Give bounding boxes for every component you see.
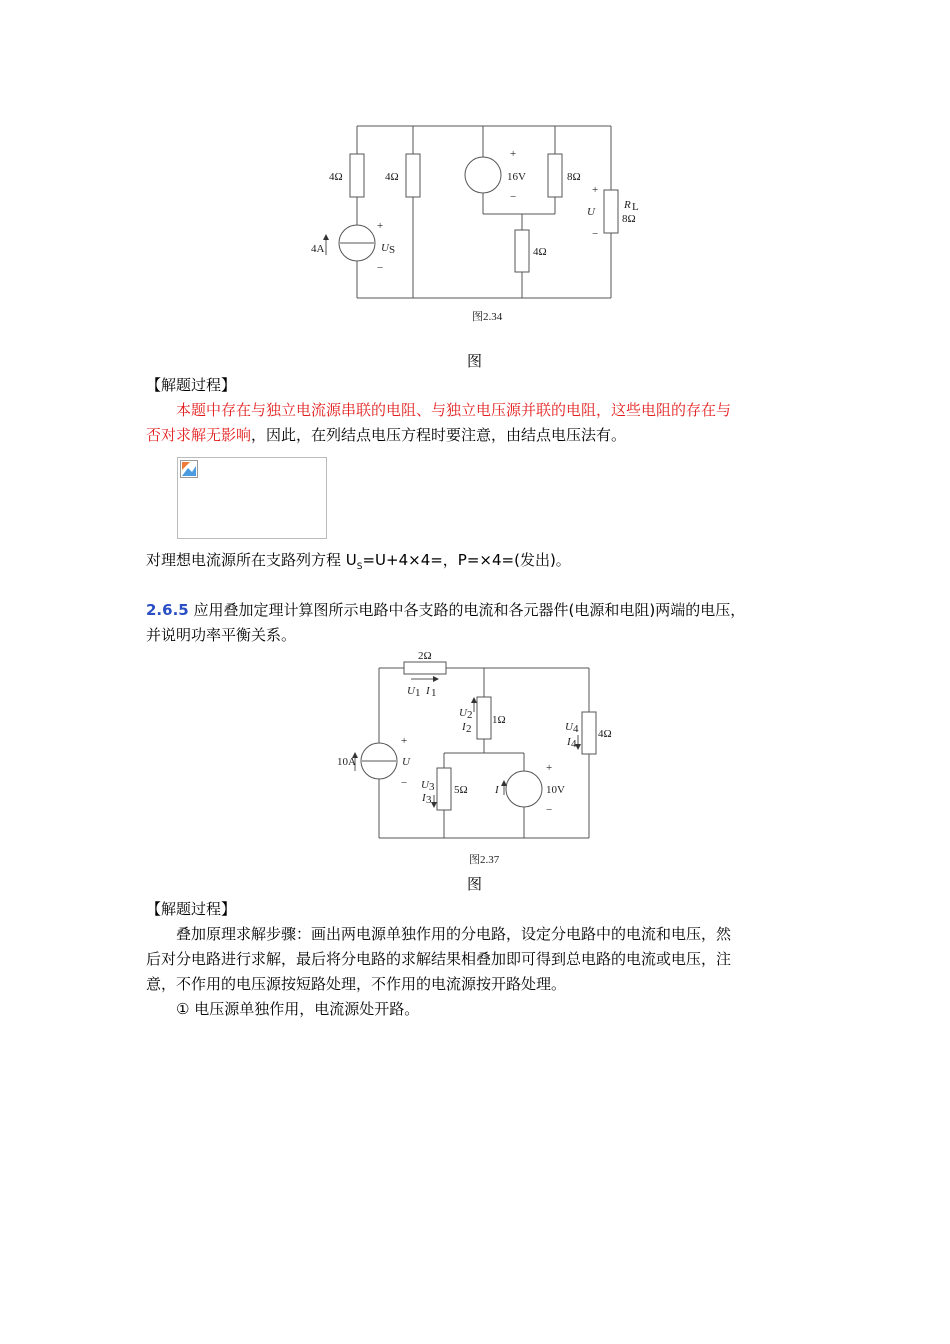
fig1-u-plus: +: [592, 184, 599, 196]
solution2-line-1: 叠加原理求解步骤：画出两电源单独作用的分电路，设定分电路中的电流和电压，然: [176, 925, 732, 943]
fig2-cs-label: 10A: [337, 756, 356, 768]
solution-red-line-1: 本题中存在与独立电流源串联的电阻、与独立电压源并联的电阻，这些电阻的存在与: [176, 401, 732, 419]
solution-line-2: [146, 423, 626, 448]
solution-line-2-rest: ，因此，在列结点电压方程时要注意，由结点电压法有。: [251, 426, 627, 444]
fig1-us-plus: +: [377, 220, 384, 232]
fig1-r1-label: 4Ω: [329, 171, 343, 183]
fig2-caption: 图2.37: [469, 854, 500, 866]
fig2-vs-plus: +: [546, 762, 553, 774]
fig1-us-label: U: [381, 242, 389, 254]
fig1-r2-label: 4Ω: [385, 171, 399, 183]
fig1-r4-label: 4Ω: [533, 246, 547, 258]
circuit-diagram-2-34: [300, 115, 640, 323]
fig1-vs-minus: −: [510, 191, 517, 203]
fig1-u-minus: −: [592, 228, 599, 240]
fig2-u-minus: −: [401, 777, 408, 789]
fig2-vs-minus: −: [546, 804, 553, 816]
fig2-u4-sub: 4: [573, 723, 579, 735]
solution2-line-3: 意，不作用的电压源按短路处理，不作用的电流源按开路处理。: [146, 975, 567, 993]
fig2-r4-label: 4Ω: [598, 728, 612, 740]
fig2-i3-label: I: [422, 792, 426, 804]
fig2-u2-label: U: [459, 707, 467, 719]
problem-number: 2.6.5: [146, 601, 189, 619]
circuit-diagram-2-37: [320, 645, 630, 870]
equation-text: 对理想电流源所在支路列方程 U: [146, 551, 357, 569]
fig2-u-plus: +: [401, 735, 408, 747]
fig1-us-sub: S: [389, 244, 396, 256]
fig2-i4-label: I: [567, 736, 571, 748]
fig2-i4-sub: 4: [571, 738, 577, 750]
fig2-i2-label: I: [462, 721, 466, 733]
fig1-rl-value: 8Ω: [622, 213, 636, 225]
fig2-u3-sub: 3: [429, 781, 435, 793]
solution-red-line-2: 否对求解无影响: [146, 426, 252, 444]
fig1-u-label: U: [587, 206, 595, 218]
problem-line-2: 并说明功率平衡关系。: [146, 626, 297, 644]
equation-sub: S: [356, 562, 363, 572]
broken-image-icon: [180, 460, 198, 478]
fig1-r3-label: 8Ω: [567, 171, 581, 183]
solution2-line-4: ① 电压源单独作用，电流源处开路。: [176, 1000, 420, 1018]
fig1-caption: 图2.34: [472, 311, 503, 323]
missing-image-placeholder: [177, 457, 327, 539]
fig2-i1-sub: 1: [431, 687, 437, 699]
equation-rest: =U+4×4=，P=×4=(发出)。: [362, 551, 571, 569]
fig2-i2-sub: 2: [466, 723, 472, 735]
problem-text-1: 应用叠加定理计算图所示电路中各支路的电流和各元器件(电源和电阻)两端的电压，: [188, 601, 746, 619]
fig1-cs-label: 4A: [311, 243, 325, 255]
fig2-u1-label: U: [407, 685, 415, 697]
fig2-r2-label: 2Ω: [418, 650, 432, 662]
solution-heading-2: 【解题过程】: [146, 900, 237, 918]
fig1-rl-label: R: [624, 199, 631, 211]
fig2-i3-sub: 3: [426, 794, 432, 806]
problem-line-1: [146, 598, 745, 623]
fig2-u-label: U: [402, 756, 410, 768]
fig1-title: 图: [467, 352, 483, 370]
fig2-i-label: I: [495, 784, 499, 796]
equation-line: [146, 548, 571, 580]
fig2-u2-sub: 2: [467, 709, 473, 721]
fig1-us-minus: −: [377, 262, 384, 274]
fig1-vs-label: 16V: [507, 171, 526, 183]
fig2-title: 图: [467, 875, 483, 893]
fig2-u3-label: U: [421, 779, 429, 791]
fig2-r1-label: 1Ω: [492, 714, 506, 726]
fig1-rl-sub: L: [632, 201, 639, 213]
fig1-vs-plus: +: [510, 148, 517, 160]
fig2-vs-label: 10V: [546, 784, 565, 796]
fig2-i1-label: I: [426, 685, 430, 697]
solution2-line-2: 后对分电路进行求解，最后将分电路的求解结果相叠加即可得到总电路的电流或电压，注: [146, 950, 732, 968]
fig2-r5-label: 5Ω: [454, 784, 468, 796]
fig2-u4-label: U: [565, 721, 573, 733]
fig2-u1-sub: 1: [415, 687, 421, 699]
solution-heading-1: 【解题过程】: [146, 376, 237, 394]
